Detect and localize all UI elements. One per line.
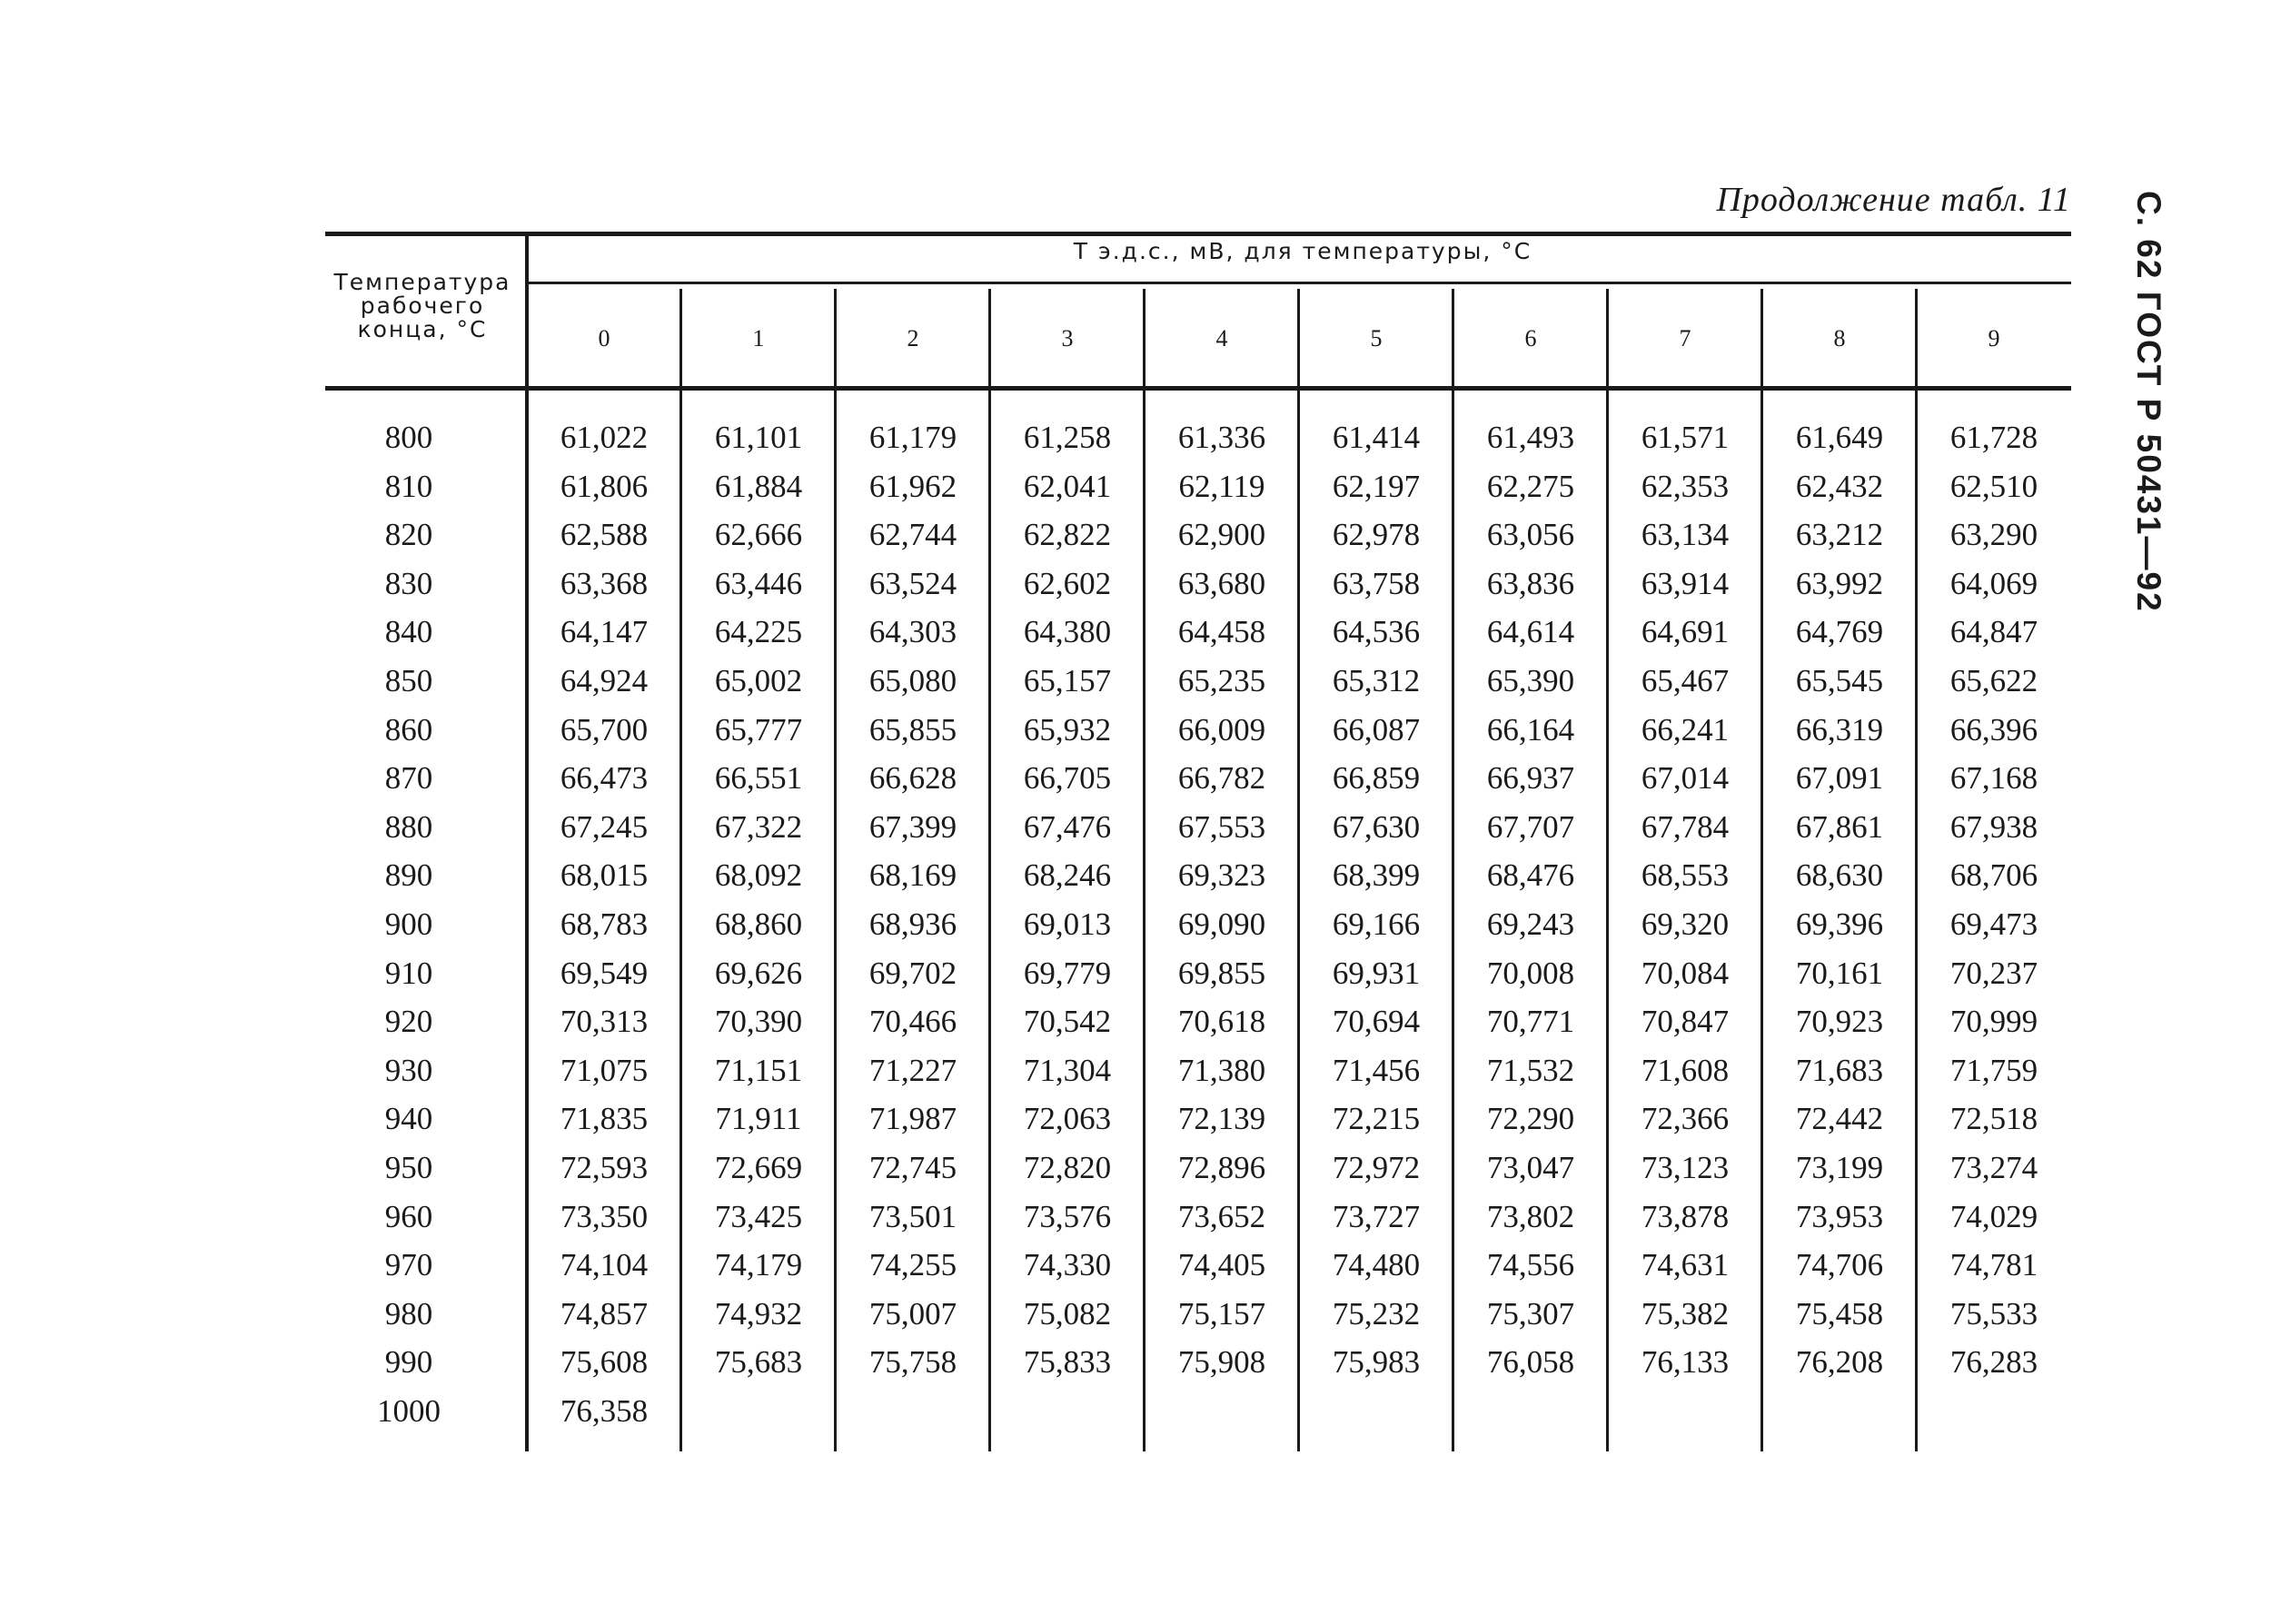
table-cell: 65,312 (1332, 663, 1421, 698)
table-cell: 65,467 (1641, 663, 1730, 698)
table-cell: 66,859 (1332, 760, 1421, 797)
table-cell: 70,847 (1641, 1004, 1730, 1040)
table-cell: 70,390 (714, 1004, 803, 1040)
table-cell: 72,215 (1332, 1101, 1421, 1137)
table-cell: 65,157 (1023, 663, 1112, 698)
table-cell: 75,458 (1795, 1295, 1884, 1332)
table-cell: 71,532 (1486, 1052, 1575, 1088)
table-cell: 64,536 (1332, 614, 1421, 650)
table-cell: 70,999 (1949, 1004, 2038, 1040)
table-cell: 73,878 (1641, 1198, 1730, 1234)
table-cell: 63,992 (1795, 565, 1884, 601)
super-header: Т э.д.с., мВ, для температуры, °С (1073, 238, 1532, 264)
row-temperature: 830 (384, 565, 433, 601)
table-cell: 66,396 (1949, 711, 2038, 748)
page-reference: С. 62 ГОСТ Р 50431—92 (2130, 191, 2167, 613)
table-cell: 62,432 (1795, 468, 1884, 504)
column-header-5: 5 (1370, 325, 1383, 352)
column-header-0: 0 (598, 325, 610, 352)
table-cell: 71,608 (1641, 1052, 1730, 1088)
table-cell: 74,706 (1795, 1247, 1884, 1283)
table-cell: 67,553 (1177, 808, 1266, 845)
table-cell: 71,227 (868, 1052, 957, 1088)
table-cell: 68,399 (1332, 857, 1421, 894)
table-cell: 69,626 (714, 955, 803, 991)
table-cell: 63,368 (560, 565, 649, 601)
table-cell: 65,235 (1177, 663, 1266, 698)
table-cell: 62,510 (1949, 468, 2038, 504)
table-cell: 65,545 (1795, 663, 1884, 698)
row-temperature: 960 (384, 1198, 433, 1234)
table-cell: 72,139 (1177, 1101, 1266, 1137)
table-cell: 76,058 (1486, 1344, 1575, 1381)
table-cell: 74,405 (1177, 1247, 1266, 1283)
table-cell: 67,014 (1641, 760, 1730, 797)
row-temperature: 1000 (377, 1393, 441, 1429)
row-temperature: 840 (384, 614, 433, 650)
table-cell: 61,336 (1177, 420, 1266, 455)
row-temperature: 820 (384, 517, 433, 553)
table-cell: 74,480 (1332, 1247, 1421, 1283)
table-cell: 75,833 (1023, 1344, 1112, 1381)
row-temperature: 860 (384, 711, 433, 748)
table-cell: 65,932 (1023, 711, 1112, 748)
table-cell: 70,237 (1949, 955, 2038, 991)
table-cell: 75,082 (1023, 1295, 1112, 1332)
table-cell: 69,473 (1949, 906, 2038, 942)
row-temperature: 920 (384, 1004, 433, 1040)
table-cell: 61,649 (1795, 420, 1884, 455)
table-cell: 73,425 (714, 1198, 803, 1234)
table-cell: 69,855 (1177, 955, 1266, 991)
table-cell: 71,151 (714, 1052, 803, 1088)
table-cell: 68,630 (1795, 857, 1884, 894)
column-header-8: 8 (1833, 325, 1846, 352)
table-cell: 62,602 (1023, 565, 1112, 601)
column-header-3: 3 (1061, 325, 1074, 352)
table-cell: 73,047 (1486, 1150, 1575, 1185)
table-cell: 68,706 (1949, 857, 2038, 894)
table-cell: 66,009 (1177, 711, 1266, 748)
table-cell: 70,694 (1332, 1004, 1421, 1040)
table-cell: 68,860 (714, 906, 803, 942)
row-temperature: 970 (384, 1247, 433, 1283)
table-cell: 64,924 (560, 663, 649, 698)
table-cell: 65,390 (1486, 663, 1575, 698)
table-cell: 63,914 (1641, 565, 1730, 601)
table-cell: 68,476 (1486, 857, 1575, 894)
row-temperature: 980 (384, 1295, 433, 1332)
table-cell: 61,884 (714, 468, 803, 504)
table-cell: 61,258 (1023, 420, 1112, 455)
table-cell: 66,241 (1641, 711, 1730, 748)
table-cell: 62,666 (714, 517, 803, 553)
table-cell: 72,290 (1486, 1101, 1575, 1137)
table-cell: 74,029 (1949, 1198, 2038, 1234)
table-cell: 70,313 (560, 1004, 649, 1040)
table-cell: 75,307 (1486, 1295, 1575, 1332)
table-cell: 67,091 (1795, 760, 1884, 797)
table-cell: 73,350 (560, 1198, 649, 1234)
table-cell: 72,366 (1641, 1101, 1730, 1137)
table-cell: 69,320 (1641, 906, 1730, 942)
stub-header-line-3: конца, °С (357, 316, 488, 342)
table-cell: 75,007 (868, 1295, 957, 1332)
row-temperature: 900 (384, 906, 433, 942)
table-cell: 68,092 (714, 857, 803, 894)
table-cell: 73,802 (1486, 1198, 1575, 1234)
table-cell: 64,303 (868, 614, 957, 650)
table-cell: 66,087 (1332, 711, 1421, 748)
table-cell: 64,147 (560, 614, 649, 650)
table-cell: 70,542 (1023, 1004, 1112, 1040)
stub-header-line-2: рабочего (360, 292, 485, 319)
table-cell: 67,322 (714, 808, 803, 845)
table-continuation-label: Продолжение табл. 11 (1716, 181, 2071, 219)
table-cell: 68,783 (560, 906, 649, 942)
table-cell: 72,442 (1795, 1101, 1884, 1137)
table-cell: 62,588 (560, 517, 649, 553)
table-cell: 71,911 (715, 1101, 802, 1137)
table-cell: 62,119 (1178, 468, 1265, 504)
table-cell: 63,446 (714, 565, 803, 601)
row-temperature: 930 (384, 1052, 433, 1088)
table-cell: 76,283 (1949, 1344, 2038, 1381)
table-cell: 72,518 (1949, 1101, 2038, 1137)
table-cell: 64,769 (1795, 614, 1884, 650)
table-cell: 61,022 (560, 420, 649, 455)
stub-header-line-1: Температура (333, 269, 511, 295)
table-cell: 74,179 (714, 1247, 803, 1283)
table-cell: 71,835 (560, 1101, 649, 1137)
table-cell: 61,179 (868, 420, 957, 455)
table-cell: 66,937 (1486, 760, 1575, 797)
table-cell: 62,822 (1023, 517, 1112, 553)
table-cell: 63,134 (1641, 517, 1730, 553)
table-cell: 76,133 (1641, 1344, 1730, 1381)
table-cell: 75,758 (868, 1344, 957, 1381)
table-cell: 75,382 (1641, 1295, 1730, 1332)
table-cell: 63,836 (1486, 565, 1575, 601)
row-temperature: 880 (384, 808, 433, 845)
column-header-2: 2 (907, 325, 919, 352)
table-cell: 62,900 (1177, 517, 1266, 553)
table-cell: 74,556 (1486, 1247, 1575, 1283)
table-cell: 74,631 (1641, 1247, 1730, 1283)
table-cell: 70,466 (868, 1004, 957, 1040)
table-cell: 71,075 (560, 1052, 649, 1088)
table-cell: 74,255 (868, 1247, 957, 1283)
table-cell: 61,962 (868, 468, 957, 504)
table-cell: 71,987 (868, 1101, 957, 1137)
table-cell: 69,323 (1177, 857, 1266, 894)
table-cell: 69,166 (1332, 906, 1421, 942)
table-cell: 71,683 (1795, 1052, 1884, 1088)
table-cell: 70,771 (1486, 1004, 1575, 1040)
table-cell: 69,090 (1177, 906, 1266, 942)
table-cell: 67,938 (1949, 808, 2038, 845)
table-cell: 61,101 (714, 420, 803, 455)
table-cell: 61,806 (560, 468, 649, 504)
table-cell: 67,476 (1023, 808, 1112, 845)
table-cell: 73,953 (1795, 1198, 1884, 1234)
column-header-1: 1 (752, 325, 765, 352)
table-cell: 71,380 (1177, 1052, 1266, 1088)
table-cell: 66,551 (714, 760, 803, 797)
table-cell: 66,473 (560, 760, 649, 797)
table-cell: 71,759 (1949, 1052, 2038, 1088)
table-cell: 73,652 (1177, 1198, 1266, 1234)
table-cell: 68,553 (1641, 857, 1730, 894)
table-cell: 69,779 (1023, 955, 1112, 991)
table-cell: 61,728 (1949, 420, 2038, 455)
table-cell: 67,861 (1795, 808, 1884, 845)
row-temperature: 810 (384, 468, 433, 504)
table-cell: 73,123 (1641, 1150, 1730, 1185)
super-header-rule (527, 282, 2071, 284)
table-cell: 66,705 (1023, 760, 1112, 797)
row-temperature: 870 (384, 760, 433, 797)
table-cell: 72,593 (560, 1150, 649, 1185)
table-cell: 70,008 (1486, 955, 1575, 991)
table-cell: 65,080 (868, 663, 957, 698)
table-cell: 75,683 (714, 1344, 803, 1381)
table-cell: 61,493 (1486, 420, 1575, 455)
table-cell: 75,608 (560, 1344, 649, 1381)
table-cell: 74,857 (560, 1295, 649, 1332)
table-cell: 66,164 (1486, 711, 1575, 748)
table-cell: 70,923 (1795, 1004, 1884, 1040)
table-cell: 65,622 (1949, 663, 2038, 698)
table-cell: 62,978 (1332, 517, 1421, 553)
table-cell: 62,744 (868, 517, 957, 553)
table-cell: 64,614 (1486, 614, 1575, 650)
table-cell: 63,290 (1949, 517, 2038, 553)
table-cell: 67,399 (868, 808, 957, 845)
table-cell: 69,013 (1023, 906, 1112, 942)
table-cell: 62,353 (1641, 468, 1730, 504)
table-cell: 72,896 (1177, 1150, 1266, 1185)
table-cell: 68,936 (868, 906, 957, 942)
table-cell: 73,501 (868, 1198, 957, 1234)
table-cell: 69,549 (560, 955, 649, 991)
table-cell: 68,169 (868, 857, 957, 894)
row-temperature: 910 (384, 955, 433, 991)
stub-header (318, 271, 527, 342)
table-cell: 68,015 (560, 857, 649, 894)
table-cell: 76,208 (1795, 1344, 1884, 1381)
table-cell: 63,758 (1332, 565, 1421, 601)
table-cell: 61,571 (1641, 420, 1730, 455)
table-cell: 62,041 (1023, 468, 1112, 504)
table-cell: 65,700 (560, 711, 649, 748)
table-cell: 73,199 (1795, 1150, 1884, 1185)
table-cell: 63,524 (868, 565, 957, 601)
table-cell: 64,458 (1177, 614, 1266, 650)
table-cell: 72,745 (868, 1150, 957, 1185)
column-header-7: 7 (1679, 325, 1691, 352)
table-cell: 71,456 (1332, 1052, 1421, 1088)
table-cell: 66,628 (868, 760, 957, 797)
table-cell: 64,847 (1949, 614, 2038, 650)
table-cell: 74,104 (560, 1247, 649, 1283)
column-header-9: 9 (1988, 325, 2000, 352)
table-cell: 67,707 (1486, 808, 1575, 845)
table-cell: 64,691 (1641, 614, 1730, 650)
table-cell: 74,330 (1023, 1247, 1112, 1283)
table-cell: 69,702 (868, 955, 957, 991)
table-cell: 70,084 (1641, 955, 1730, 991)
table-cell: 75,232 (1332, 1295, 1421, 1332)
table-cell: 65,777 (714, 711, 803, 748)
table-cell: 63,212 (1795, 517, 1884, 553)
column-header-4: 4 (1215, 325, 1228, 352)
table-cell: 73,274 (1949, 1150, 2038, 1185)
row-temperature: 890 (384, 857, 433, 894)
table-cell: 67,245 (560, 808, 649, 845)
table-cell: 74,781 (1949, 1247, 2038, 1283)
table-cell: 75,983 (1332, 1344, 1421, 1381)
table-cell: 68,246 (1023, 857, 1112, 894)
table-cell: 73,576 (1023, 1198, 1112, 1234)
table-cell: 76,358 (560, 1393, 649, 1429)
column-header-6: 6 (1524, 325, 1537, 352)
table-cell: 71,304 (1023, 1052, 1112, 1088)
table-cell: 70,618 (1177, 1004, 1266, 1040)
table-cell: 62,275 (1486, 468, 1575, 504)
row-temperature: 800 (384, 420, 433, 455)
table-cell: 75,157 (1177, 1295, 1266, 1332)
table-cell: 64,069 (1949, 565, 2038, 601)
table-cell: 67,784 (1641, 808, 1730, 845)
table-cell: 67,630 (1332, 808, 1421, 845)
table-cell: 66,782 (1177, 760, 1266, 797)
table-cell: 72,063 (1023, 1101, 1112, 1137)
table-cell: 64,225 (714, 614, 803, 650)
table-cell: 69,396 (1795, 906, 1884, 942)
table-cell: 66,319 (1795, 711, 1884, 748)
table-cell: 74,932 (714, 1295, 803, 1332)
table-cell: 75,908 (1177, 1344, 1266, 1381)
table-cell: 63,680 (1177, 565, 1266, 601)
table-top-rule (325, 232, 2071, 236)
row-temperature: 990 (384, 1344, 433, 1381)
table-cell: 72,669 (714, 1150, 803, 1185)
table-cell: 70,161 (1795, 955, 1884, 991)
row-temperature: 950 (384, 1150, 433, 1185)
row-temperature: 940 (384, 1101, 433, 1137)
table-cell: 69,931 (1332, 955, 1421, 991)
row-temperature: 850 (384, 663, 433, 698)
table-cell: 63,056 (1486, 517, 1575, 553)
table-cell: 69,243 (1486, 906, 1575, 942)
table-cell: 72,820 (1023, 1150, 1112, 1185)
table-cell: 67,168 (1949, 760, 2038, 797)
table-cell: 64,380 (1023, 614, 1112, 650)
table-cell: 61,414 (1332, 420, 1421, 455)
table-cell: 62,197 (1332, 468, 1421, 504)
table-cell: 72,972 (1332, 1150, 1421, 1185)
table-cell: 75,533 (1949, 1295, 2038, 1332)
table-cell: 65,855 (868, 711, 957, 748)
table-cell: 73,727 (1332, 1198, 1421, 1234)
header-bottom-rule (325, 386, 2071, 391)
table-cell: 65,002 (714, 663, 803, 698)
